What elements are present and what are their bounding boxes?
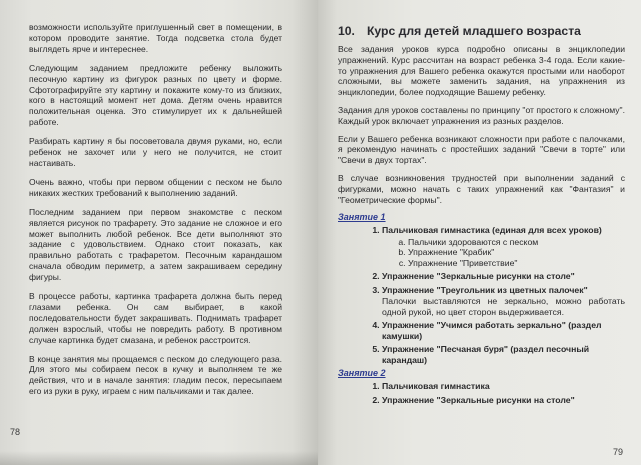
page-edge-shadow xyxy=(0,451,318,465)
paragraph: Последним заданием при первом знакомстве с песком является рисунок по трафарету. Это задание не сложное и его может выполнить любой ребенок. Все дети выполняют это задание с удовольствием. Однако стоит показать, как правильно работать с трафаретом. Песочным карандашом сначала обводим периметр, а затем закрашиваем середину фигуры. xyxy=(29,206,282,283)
paragraph: возможности используйте приглушенный свет в помещении, в котором проводите занятие. Тогда подсветка стола будет выглядеть ярче и интереснее. xyxy=(29,22,282,54)
section-heading xyxy=(338,24,625,38)
sub-exercise-item: a. Пальчики здороваются с песком xyxy=(408,237,625,248)
paragraph: Очень важно, чтобы при первом общении с песком не было никаких жестких требований к выполнению заданий. xyxy=(29,176,282,198)
exercise-item xyxy=(382,320,625,341)
exercise-note: Палочки выставляются не зеркально, можно работать одной рукой, но цвет сторон выдерживается. xyxy=(382,296,625,317)
exercise-item xyxy=(382,285,625,318)
lesson-exercise-list xyxy=(338,225,625,365)
exercise-label: Упражнение "Треугольник из цветных палочек" xyxy=(382,284,588,295)
sub-exercise-item: b. Упражнение "Крабик" xyxy=(408,247,625,258)
exercise-item xyxy=(382,381,625,392)
paragraph: В процессе работы, картинка трафарета должна быть перед глазами ребенка. Он сам выбирает, в какой последовательности будет закрашивать. Поднимать трафарет должен взрослый, чтобы не повредить работу. В противном случае картинка будет смазана, и ребенок расстроится. xyxy=(29,291,282,345)
exercise-label: Упражнение "Учимся работать зеркально" (раздел камушки) xyxy=(382,320,602,341)
exercise-item xyxy=(382,344,625,365)
exercise-label: Упражнение "Зеркальные рисунки на столе" xyxy=(382,271,575,282)
exercise-label: Упражнение "Песчаная буря" (раздел песочный карандаш) xyxy=(382,344,590,365)
left-page xyxy=(0,0,318,465)
section-number: 10. xyxy=(338,24,355,38)
exercise-label: Пальчиковая гимнастика xyxy=(382,381,490,392)
paragraph: В конце занятия мы прощаемся с песком до следующего раза. Для этого мы собираем песок в кучку и выполняем те же действия, что и в начале занятия: гладим песок, пересыпаем его из руки в руку, играем с ним пальчиками и так далее. xyxy=(29,353,282,397)
exercise-label: Упражнение "Зеркальные рисунки на столе" xyxy=(382,394,575,405)
paragraph: Все задания уроков курса подробно описаны в энциклопедии упражнений. Курс рассчитан на возраст ребенка 3-4 года. Если какие-то упражнения для Вашего ребенка окажутся простыми или наоборот сложными, вы можете заменить задания, на упражнения из энциклопедии, более подходящие Вашему ребенку. xyxy=(338,44,625,98)
lesson-heading: Занятие 2 xyxy=(338,368,386,379)
paragraph: Следующим заданием предложите ребенку выложить песочную картину из фигурок разных по цвету и форме. Сфотографируйте эту картину и покажите кому-то из близких, кого в настоящий момент нет дома. Детям очень нравится положительная оценка. Это стимулирует их к дальнейшей работе. xyxy=(29,62,282,128)
page-number: 78 xyxy=(10,427,21,437)
sub-exercise-list xyxy=(382,237,625,269)
exercise-label: Пальчиковая гимнастика (единая для всех уроков) xyxy=(382,225,602,236)
right-page xyxy=(318,0,641,465)
exercise-item xyxy=(382,225,625,268)
exercise-item xyxy=(382,271,625,282)
paragraph: В случае возникновения трудностей при выполнении заданий с фигурками, можно начать с таких упражнений как "Фантазия" и "Геометрические формы". xyxy=(338,172,625,205)
paragraph: Если у Вашего ребенка возникают сложности при работе с палочками, я рекомендую начинать с простейших заданий "Свечи в торте" или "Свечи в двух тортах". xyxy=(338,133,625,166)
paragraph: Задания для уроков составлены по принципу "от простого к сложному". Каждый урок включает упражнения из разных разделов. xyxy=(338,104,625,126)
lesson-heading: Занятие 1 xyxy=(338,212,386,223)
page-number: 79 xyxy=(612,447,623,457)
lesson-exercise-list xyxy=(338,381,625,405)
exercise-item xyxy=(382,395,625,406)
section-title: Курс для детей младшего возраста xyxy=(366,24,581,38)
sub-exercise-item: c. Упражнение "Приветствие" xyxy=(408,258,625,269)
paragraph: Разбирать картину я бы посоветовала двумя руками, но, если ребенок не захочет или у него не получится, не стоит настаивать. xyxy=(29,136,282,168)
